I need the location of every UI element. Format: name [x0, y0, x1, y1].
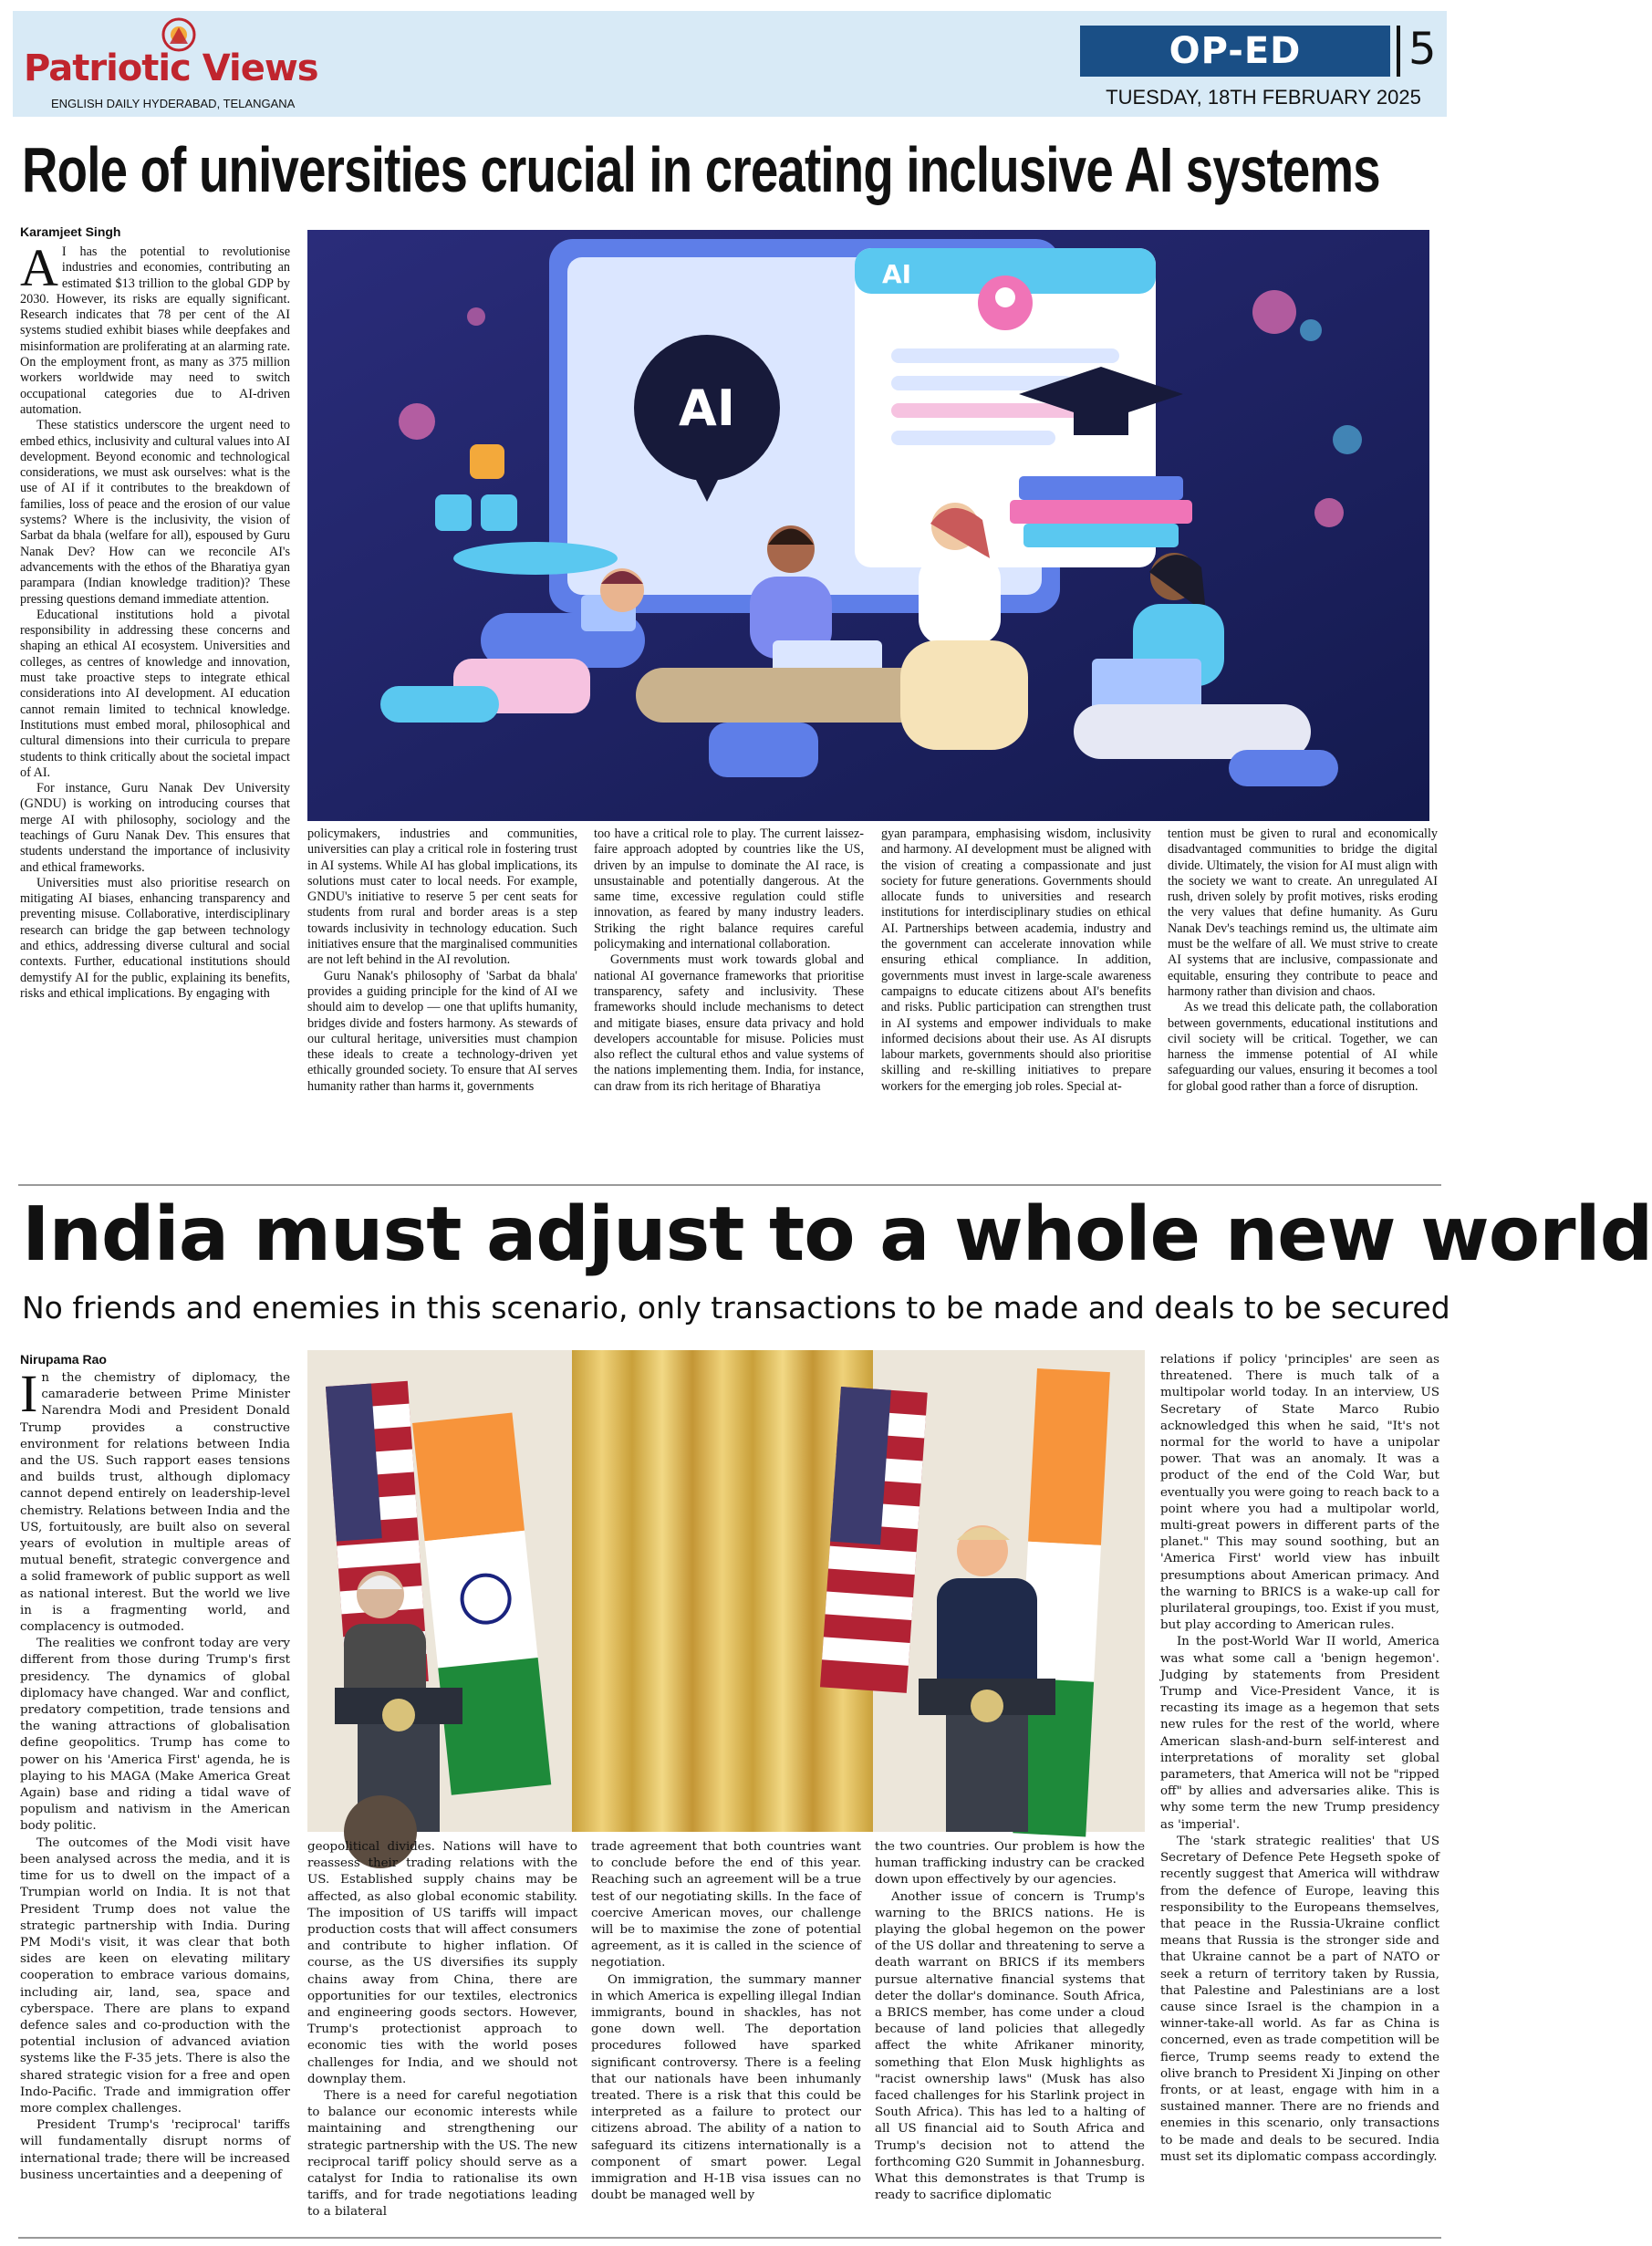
article2-col1-para: The outcomes of the Modi visit have been analysed across the media, and it is time for us to dwell on the impact of a Trumpian world on India. It is not that President Trump does not value the strategic partnership with India. During PM Modi's visit, it was clear that both sides are keen on elevating military cooperation to embrace various domains, including air, land, sea, space and cyberspace. There are plans to expand defence sales and co-production with the potential inclusion of advanced aviation systems like the F-35 jets. There is also the shared strategic vision for a free and open Indo-Pacific. Trade and immigration offer more complex challenges.	[20, 1835, 290, 2116]
article2-column-2	[307, 1839, 577, 2231]
article2-headline: India must adjust to a whole new world	[22, 1191, 1652, 1278]
article1-column-4	[881, 827, 1151, 1175]
article2-column-1	[20, 1364, 290, 2228]
article1-col1-para: Universities must also prioritise research on mitigating AI biases, enhancing transparency and preventing misuse. Collaborative, interdisciplinary research can bridge the gap between technology and ethics, addressing diverse cultural and social contexts. Further, educational institutions should demystify AI for the public, explaining its benefits, risks and ethical implications. By engaging with	[20, 875, 290, 1001]
article1-col3-para: too have a critical role to play. The current laissez-faire approach adopted by countries like the US, driven by an impulse to dominate the AI race, is unsustainable and potentially dangerous. At the same time, excessive regulation could stifle innovation, as feared by many industry leaders. Striking the right balance requires careful policymaking and international collaboration.	[594, 827, 864, 952]
article2-col3-para: trade agreement that both countries want to conclude before the end of this year. Reaching such an agreement will be a true test of our negotiating skills. In the face of coercive American moves, our challenge will be to maximise the zone of potential agreement, as it is called in the science of negotiation.	[591, 1840, 861, 1970]
article1-col2-para: Guru Nanak's philosophy of 'Sarbat da bhala' provides a guiding principle for the kind of AI we should aim to develop — one that uplifts humanity, bridges divide and fosters harmony. As stewards of our cultural heritage, universities must champion these ideals to create a technology-driven yet ethically grounded society. To ensure that AI serves humanity rather than harms it, governments	[307, 968, 577, 1094]
masthead	[13, 11, 1447, 117]
article2-dropcap: I	[20, 1364, 38, 1423]
page-number-divider	[1397, 26, 1400, 77]
article1-col1-para: These statistics underscore the urgent need to embed ethics, inclusivity and cultural values into AI development. Beyond economic and technological considerations, we must ask ourselves: what is the use of AI if it contributes to the breakdown of families, loss of peace and the erosion of our value systems? Where is the inclusivity, the vision of Sarbat da bhala (welfare for all), espoused by Guru Nanak Dev? How can we reconcile AI's advancements with the ethos of the Bharatiya gyan parampara (Indian knowledge tradition)? These pressing questions demand immediate attention.	[20, 418, 290, 607]
article2-col5-para: The 'stark strategic realities' that US Secretary of Defence Pete Hegseth spoke of recently suggest that America will withdraw from the defence of Europe, leaving this responsibility to the Europeans themselves, that peace in the Russia-Ukraine conflict means that Russia is the stronger side and that Ukraine cannot be a part of NATO or seek a return of territory taken by Russia, that Palestine and Palestinians are a lost cause since Israel is the champion in a winner-take-all world. As far as China is concerned, even as trade competition will be fierce, Trump seems ready to extend the olive branch to President Xi Jinping on other fronts, or at least, engage with him in a sustained manner. There are no friends and enemies in this scenario, only transactions to be made and deals to be secured. India must set its diplomatic compass accordingly.	[1160, 1834, 1439, 2164]
issue-date: TUESDAY, 18TH FEBRUARY 2025	[1106, 86, 1421, 109]
article2-byline: Nirupama Rao	[20, 1352, 107, 1367]
article2-col1-para: President Trump's 'reciprocal' tariffs will fundamentally disrupt norms of international trade; there will be increased business uncertainties and a deepening of	[20, 2118, 290, 2182]
article1-col1-para: Educational institutions hold a pivotal responsibility in addressing these concerns and shaping an ethical AI ecosystem. Universities and colleges, as centres of knowledge and innovation, must take proactive steps to integrate ethical considerations into AI development. AI education cannot remain limited to technical knowledge. Institutions must embed moral, philosophical and cultural dimensions into their curricula to prepare students to think critically about the societal impact of AI.	[20, 607, 290, 780]
article2-col1-para: n the chemistry of diplomacy, the camaraderie between Prime Minister Narendra Modi and President Donald Trump provides a constructive environment for relations between India and the US. Such rapport eases tensions and builds trust, although diplomacy cannot depend entirely on leadership-level chemistry. Relations between India and the US, fortuitously, are built also on several years of evolution in multiple areas of mutual benefit, strategic convergence and a solid framework of public support as well as national interest. But the world we live in is a fragmenting world, and complacency is outmoded.	[20, 1371, 290, 1635]
page-number: 5	[1408, 24, 1437, 75]
article2-column-5	[1160, 1352, 1439, 2230]
article2-col5-para: In the post-World War II world, America was what some call a 'benign hegemon'. Judging by statements from President Trump and Vice-President Vance, it is recasting its image as a hegemon that sets new rules for the rest of the world, where American slash-and-burn self-interest and interpretations of morality set global parameters, that America will not be "ripped off" by allies and adversaries alike. This is why some term the new Trump presidency as 'imperial'.	[1160, 1635, 1439, 1832]
logo-text: Patriotic Views	[24, 47, 318, 89]
article2-col5-para: relations if policy 'principles' are seen as threatened. There is much talk of a multipolar world today. In an interview, US Secretary of State Marco Rubio acknowledged this when he said, "It's not normal for the world to have a unipolar power. That was an anomaly. It was a product of the end of the Cold War, but eventually you were going to reach back to a point where you had a multipolar world, multi-great powers in different parts of the planet." This may sound soothing, but an 'America First' world view has inbuilt presumptions about American primacy. And the warning to BRICS is a wake-up call for plurilateral groupings, too. Exist if you must, but play according to American rules.	[1160, 1353, 1439, 1633]
article2-subheadline: No friends and enemies in this scenario, only transactions to be made and deals to be secured	[22, 1290, 1450, 1326]
section-divider	[18, 1184, 1441, 1186]
article1-col1-para: For instance, Guru Nanak Dev University (GNDU) is working on introducing courses that merge AI with philosophy, sociology and the teachings of Guru Nanak Dev. This ensures that students understand the importance of inclusivity and ethical frameworks.	[20, 781, 290, 875]
page-bottom-rule	[18, 2237, 1441, 2239]
article1-col5-para: As we tread this delicate path, the collaboration between governments, educational institutions and civil society will be critical. Together, we can harness the immense potential of AI while safeguarding our values, ensuring it becomes a tool for global good rather than a force of disruption.	[1168, 1000, 1438, 1094]
article2-col1-para: The realities we confront today are very different from those during Trump's first presidency. The dynamics of global diplomacy have changed. War and conflict, predatory competition, trade tensions and the waning attractions of globalisation define geopolitics. Trump has come to power on his 'America First' agenda, he is playing to his MAGA (Make America Great Again) base and riding a tidal wave of populism and nativism in the American body politic.	[20, 1637, 290, 1834]
article1-col5-para: tention must be given to rural and economically disadvantaged communities to bridge the digital divide. Ultimately, the vision for AI must align with the society we want to create. An unregulated AI rush, driven solely by profit motives, risks eroding the very values that define humanity. As Guru Nanak Dev's teachings remind us, the ultimate aim must be the welfare of all. We must strive to create AI systems that are inclusive, compassionate and equitable, ensuring they contribute to peace and harmony rather than division and chaos.	[1168, 827, 1438, 999]
article1-column-2	[307, 827, 577, 1175]
article1-col2-para: policymakers, industries and communities, universities can play a critical role in fostering trust in AI systems. While AI has global implications, its solutions must cater to local needs. For example, GNDU's initiative to reserve 5 per cent seats for students from rural and border areas is a step towards inclusivity in technology education. Such initiatives ensure that the marginalised communities are not left behind in the AI revolution.	[307, 827, 577, 968]
article1-column-3	[594, 827, 864, 1175]
article1-column-1	[20, 238, 290, 1175]
article2-col2-para: There is a need for careful negotiation to balance our economic interests while maintaining and strengthening our strategic partnership with the US. The new reciprocal tariff policy should serve as a catalyst for India to rationalise its own tariffs, and for trade negotiations leading to a bilateral	[307, 2089, 577, 2220]
section-badge: OP-ED	[1080, 26, 1390, 77]
logo-subtitle: ENGLISH DAILY HYDERABAD, TELANGANA	[51, 97, 296, 110]
article1-col3-para: Governments must work towards global and national AI governance frameworks that prioritise transparency, safety and inclusivity. These frameworks should include mechanisms to detect and mitigate biases, ensure data privacy and hold developers accountable for misuse. Policies must also reflect the cultural ethos and value systems of the nations implementing them. India, for instance, can draw from its rich heritage of Bharatiya	[594, 952, 864, 1094]
article2-col3-para: On immigration, the summary manner in which America is expelling illegal Indian immigrants, bound in shackles, has not gone down well. The deportation procedures followed have sparked significant controversy. There is a feeling that our nationals have been inhumanly treated. There is a risk that this could be interpreted as a failure to protect our citizens abroad. The ability of a nation to safeguard its citizens internationally is a component of smart power. Legal immigration and H-1B visa issues can no doubt be managed well by	[591, 1972, 861, 2203]
article2-col2-para: geopolitical divides. Nations will have to reassess their trading relations with the US. Established supply chains may be affected, as also global economic stability. The imposition of US tariffs will impact production costs that will affect consumers and contribute to higher inflation. Of course, as the US diversifies its supply chains away from China, there are opportunities for our textiles, electronics and engineering goods sectors. However, Trump's protectionist approach to economic ties with the world poses challenges for India, and we should not downplay them.	[307, 1840, 577, 2086]
press-conference-photo	[307, 1350, 1145, 1832]
article2-col4-para: the two countries. Our problem is how the human trafficking industry can be cracked down upon effectively by our agencies.	[875, 1840, 1145, 1887]
article2-column-4	[875, 1839, 1145, 2231]
article1-dropcap: A	[20, 238, 58, 297]
article1-headline: Role of universities crucial in creating inclusive AI systems	[22, 134, 1380, 205]
ai-education-illustration	[307, 230, 1429, 821]
article2-column-3	[591, 1839, 861, 2231]
article2-photo	[307, 1350, 1145, 1832]
article1-illustration	[307, 230, 1429, 821]
svg-text:AI: AI	[882, 259, 912, 289]
ai-bubble-label: AI	[679, 380, 735, 437]
article1-col4-para: gyan parampara, emphasising wisdom, inclusivity and harmony. AI development must be aligned with the vision of creating a compassionate and just society for future generations. Governments should allocate funds to universities and research institutions for interdisciplinary studies on ethical AI. Partnerships between academia, industry and the government can accelerate innovation while ensuring ethical compliance. In addition, governments must invest in large-scale awareness campaigns to educate citizens about AI's benefits and risks. Public participation can strengthen trust in AI systems and empower individuals to make informed decisions about their use. As AI disrupts labour markets, governments should also prioritise skilling and re-skilling initiatives to prepare workers for the emerging job roles. Special at-	[881, 827, 1151, 1094]
article2-col4-para: Another issue of concern is Trump's warning to the BRICS nations. He is playing the global hegemon on the power of the US dollar and threatening to serve a death warrant on BRICS if its members pursue alternative financial systems that deter the dollar's dominance. South Africa, a BRICS member, has come under a cloud because of land policies that allegedly affect the white Afrikaner minority, something that Elon Musk highlights as "racist ownership laws" (Musk has also faced challenges for his Starlink project in South Africa). This has led to a halting of all US financial aid to South Africa and Trump's decision not to attend the forthcoming G20 Summit in Johannesburg. What this demonstrates is that Trump is ready to sacrifice diplomatic	[875, 1889, 1145, 2203]
article1-byline: Karamjeet Singh	[20, 224, 121, 239]
article1-col1-para: I has the potential to revolutionise industries and economies, contributing an estimated $13 trillion to the global GDP by 2030. However, its risks are equally significant. Research indicates that 78 per cent of the AI systems studied exhibit biases while deepfakes and misinformation are proliferating at an alarming rate. On the employment front, as many as 375 million workers worldwide may need to switch occupational categories due to AI-driven automation.	[20, 244, 290, 417]
article1-column-5	[1168, 827, 1438, 1175]
